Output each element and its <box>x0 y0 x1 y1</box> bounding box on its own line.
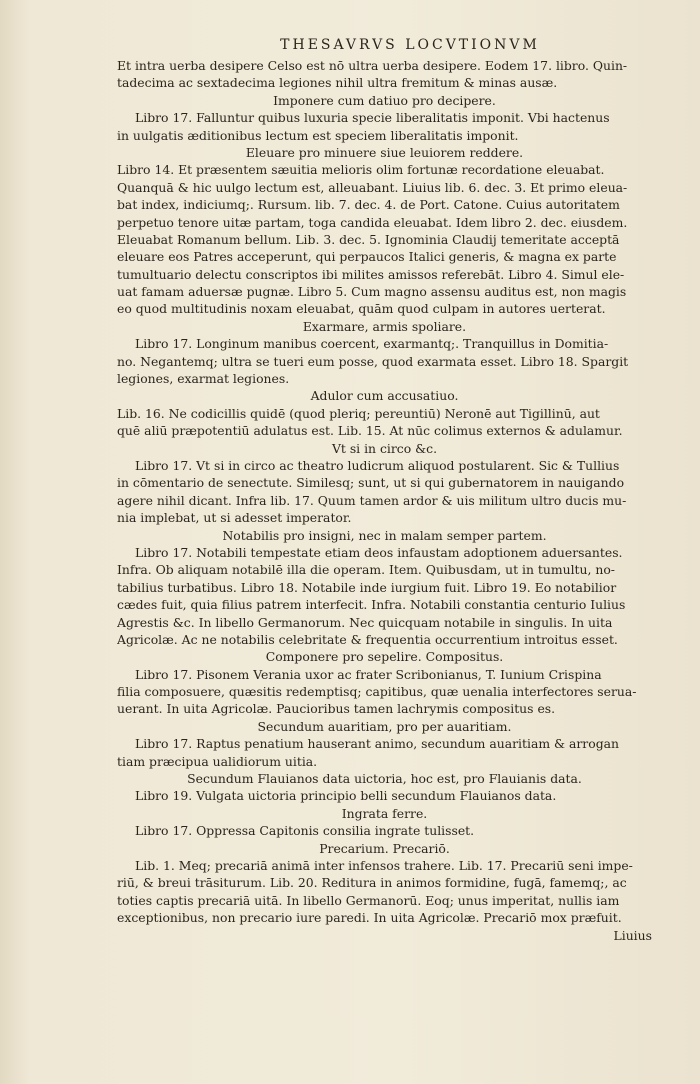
line-text: legiones, exarmat legiones. <box>117 371 290 387</box>
line-text: nia implebat, ut si adesset imperator. <box>117 510 352 526</box>
line-text: uerant. In uita Agricolæ. Paucioribus tamen lachrymis compositus es. <box>117 701 556 717</box>
line-text: Ingrata ferre. <box>341 805 428 821</box>
line-text: no. Negantemq; ultra se tueri eum posse, quod exarmata esset. Libro 18. Spargit <box>117 353 629 369</box>
text-line <box>117 909 652 926</box>
text-line <box>117 57 652 74</box>
line-text: Liuius <box>613 927 652 943</box>
line-text: Agrestis &c. In libello Germanorum. Nec quicquam notabile in singulis. In uita <box>117 614 613 630</box>
text-line <box>117 231 652 248</box>
text-line <box>117 631 652 648</box>
text-line <box>117 127 652 144</box>
entry-heading <box>117 92 652 109</box>
text-line <box>117 579 652 596</box>
line-text: cædes fuit, quia filius patrem interfecit. Infra. Notabili constantia centurio Iulius <box>117 597 626 613</box>
text-line <box>117 266 652 283</box>
line-text: in uulgatis æditionibus lectum est speciem liberalitatis imponit. <box>117 127 519 143</box>
line-text: Imponere cum datiuo pro decipere. <box>273 92 496 108</box>
entry-heading <box>117 718 652 735</box>
line-text: eleuare eos Patres acceperunt, qui perpaucos Italici generis, & magna ex parte <box>117 249 617 265</box>
text-line <box>117 857 652 874</box>
entry-heading <box>117 318 652 335</box>
line-text: tadecima ac sextadecima legiones nihil ultra fremitum & minas ausæ. <box>117 75 558 91</box>
text-line <box>117 214 652 231</box>
line-text: tabilius turbatibus. Libro 18. Notabile inde iurgium fuit. Libro 19. Eo notabilior <box>117 579 617 595</box>
text-line <box>117 544 652 561</box>
line-text: Adulor cum accusatiuo. <box>310 388 459 404</box>
line-text: exceptionibus, non precario iure paredi. In uita Agricolæ. Precariō mox præfuit. <box>117 910 622 926</box>
entry-heading <box>117 648 652 665</box>
text-line <box>117 474 652 491</box>
line-text: Libro 17. Notabili tempestate etiam deos infaustam adoptionem aduersantes. <box>135 544 623 560</box>
text-line <box>117 161 652 178</box>
text-line <box>117 335 652 352</box>
line-text: uat famam aduersæ pugnæ. Libro 5. Cum magno assensu auditus est, non magis <box>117 284 627 300</box>
text-line <box>117 179 652 196</box>
line-text: Libro 17. Pisonem Verania uxor ac frater Scribonianus, T. Iunium Crispina <box>135 666 602 682</box>
entry-heading <box>117 805 652 822</box>
text-line <box>117 370 652 387</box>
text-line <box>117 561 652 578</box>
line-text: Notabilis pro insigni, nec in malam semper partem. <box>222 527 547 543</box>
line-text: eo quod multitudinis noxam eleuabat, quām quod culpam in autores uerterat. <box>117 301 606 317</box>
line-text: bat index, indiciumq;. Rursum. lib. 7. dec. 4. de Port. Catone. Cuius autoritatem <box>117 197 620 213</box>
text-line <box>117 683 652 700</box>
text-line <box>117 596 652 613</box>
text-line <box>117 300 652 317</box>
line-text: Agricolæ. Ac ne notabilis celebritate & frequentia occurrentium introitus esset. <box>117 631 618 647</box>
line-text: Libro 17. Oppressa Capitonis consilia ingrate tulisset. <box>135 823 475 839</box>
text-line <box>117 457 652 474</box>
text-line <box>117 735 652 752</box>
line-text: agere nihil dicant. Infra lib. 17. Quum tamen ardor & uis militum ultro ducis mu- <box>117 492 627 508</box>
line-text: Libro 14. Et præsentem sæuitia melioris olim fortunæ recordatione eleuabat. <box>117 162 605 178</box>
text-line <box>117 196 652 213</box>
line-text: in cōmentario de senectute. Similesq; sunt, ut si qui gubernatorem in nauigando <box>117 475 625 491</box>
line-text: Vt si in circo &c. <box>331 440 438 456</box>
entry-heading <box>117 770 652 787</box>
text-line <box>117 874 652 891</box>
entry-heading <box>117 144 652 161</box>
line-text: Secundum Flauianos data uictoria, hoc est, pro Flauianis data. <box>187 771 582 787</box>
text-line <box>117 283 652 300</box>
line-text: Libro 17. Vt si in circo ac theatro ludicrum aliquod postularent. Sic & Tullius <box>135 457 620 473</box>
line-text: Eleuabat Romanum bellum. Lib. 3. dec. 5. Ignominia Claudij temeritate acceptā <box>117 231 620 247</box>
line-text: Libro 17. Falluntur quibus luxuria specie liberalitatis imponit. Vbi hactenus <box>135 110 610 126</box>
line-text: toties captis precariā uitā. In libello Germanorū. Eoq; unus imperitat, nullis iam <box>117 892 620 908</box>
text-line <box>117 422 652 439</box>
line-text: riū, & breui trāsiturum. Lib. 20. Reditura in animos formidine, fugā, famemq;, ac <box>117 875 627 891</box>
line-text: Libro 17. Raptus penatium hauserant animo, secundum auaritiam & arrogan <box>135 736 619 752</box>
line-text: perpetuo tenore uitæ partam, toga candida eleuabat. Idem libro 2. dec. eiusdem. <box>117 214 628 230</box>
line-text: Libro 19. Vulgata uictoria principio belli secundum Flauianos data. <box>135 788 557 804</box>
text-line <box>117 492 652 509</box>
line-text: quē aliū præpotentiū adulatus est. Lib. 15. At nūc colimus externos & adulamur. <box>117 423 623 439</box>
text-line <box>117 927 652 944</box>
line-text: Exarmare, armis spoliare. <box>302 318 467 334</box>
text-line <box>117 822 652 839</box>
text-line <box>117 509 652 526</box>
text-line <box>117 892 652 909</box>
text-line <box>117 353 652 370</box>
entry-heading <box>117 440 652 457</box>
running-header: THESAVRVS LOCVTIONVM <box>280 37 540 53</box>
line-text: Libro 17. Longinum manibus coercent, exarmantq;. Tranquillus in Domitia- <box>135 336 609 352</box>
line-text: Lib. 1. Meq; precariā animā inter infensos trahere. Lib. 17. Precariū seni impe- <box>135 857 633 873</box>
text-line <box>117 405 652 422</box>
line-text: Infra. Ob aliquam notabilē illa die operam. Item. Quibusdam, ut in tumultu, no- <box>117 562 615 578</box>
entry-heading <box>117 527 652 544</box>
line-text: Secundum auaritiam, pro per auaritiam. <box>257 718 512 734</box>
entry-heading <box>117 840 652 857</box>
text-line <box>117 74 652 91</box>
line-text: Componere pro sepelire. Compositus. <box>265 649 504 665</box>
entry-heading <box>117 387 652 404</box>
text-line <box>117 753 652 770</box>
text-line <box>117 787 652 804</box>
text-line <box>117 248 652 265</box>
text-line <box>117 614 652 631</box>
line-text: Lib. 16. Ne codicillis quidē (quod pleriq; pereuntiū) Neronē aut Tigillinū, aut <box>117 405 600 421</box>
line-text: tumultuario delectu conscriptos ibi milites amissos referebāt. Libro 4. Simul ele- <box>117 266 625 282</box>
line-text: filia composuere, quæsitis redemptisq; capitibus, quæ uenalia interfectores serua- <box>117 684 637 700</box>
line-text: Quanquā & hic uulgo lectum est, alleuabant. Liuius lib. 6. dec. 3. Et primo eleua- <box>117 179 628 195</box>
line-text: Precarium. Precariō. <box>319 840 450 856</box>
text-line <box>117 700 652 717</box>
line-text: Et intra uerba desipere Celso est nō ultra uerba desipere. Eodem 17. libro. Quin- <box>117 58 628 73</box>
line-text: tiam præcipua ualidiorum uitia. <box>117 753 318 769</box>
line-text: Eleuare pro minuere siue leuiorem reddere. <box>245 144 524 160</box>
text-line <box>117 666 652 683</box>
text-block <box>117 57 652 944</box>
text-line <box>117 109 652 126</box>
